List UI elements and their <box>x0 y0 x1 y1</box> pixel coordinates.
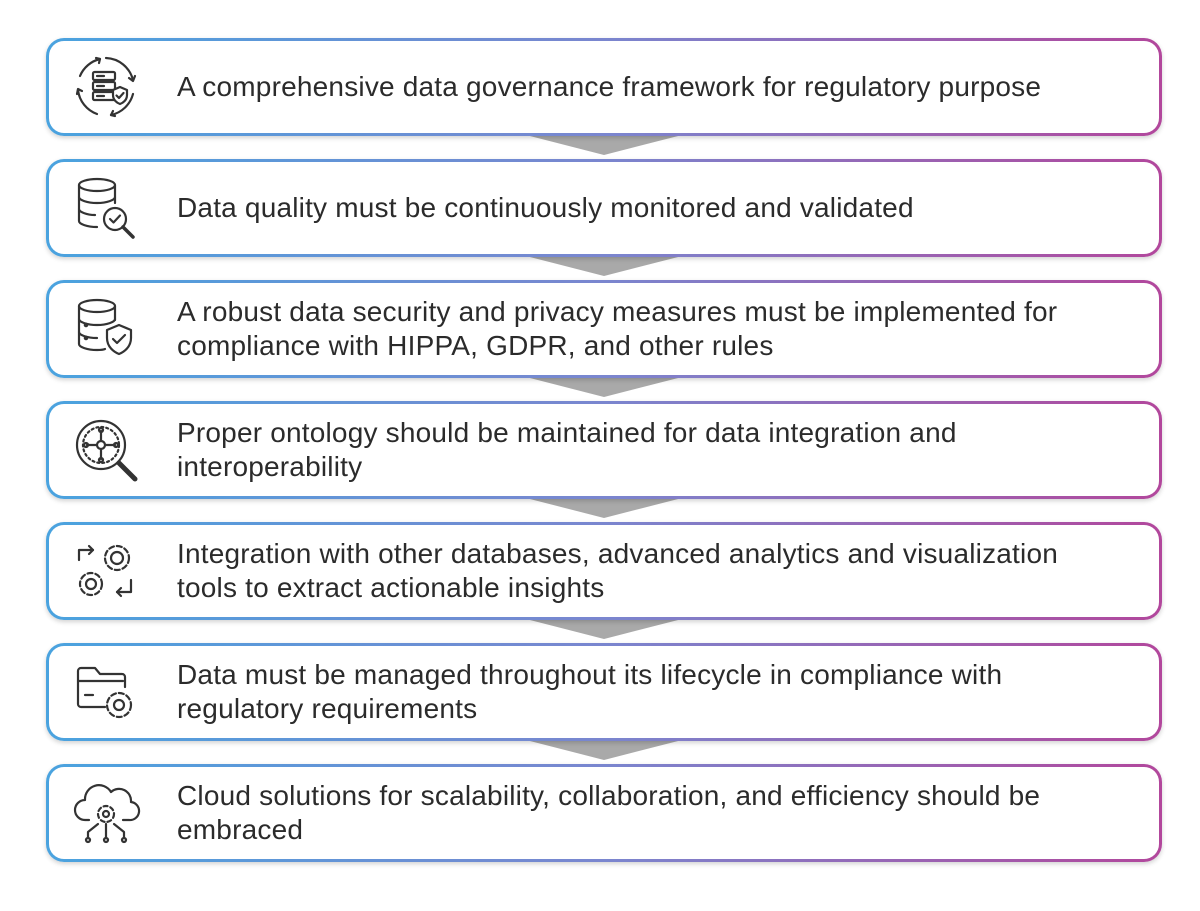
connector-arrow <box>526 256 682 276</box>
step-text: Cloud solutions for scalability, collaboration, and efficiency should be embraced <box>177 780 1041 845</box>
step-text: Data quality must be continuously monitored and validated <box>177 192 914 223</box>
magnifier-network-icon <box>69 413 143 487</box>
governance-cycle-icon <box>69 50 143 124</box>
connector-arrow <box>526 498 682 518</box>
step-text: Data must be managed throughout its lifecycle in compliance with regulatory requirements <box>177 659 1003 724</box>
step-text: A comprehensive data governance framework for regulatory purpose <box>177 71 1042 102</box>
gears-sync-icon <box>69 534 143 608</box>
step-card-data-quality <box>46 159 1162 257</box>
step-text: Integration with other databases, advanced analytics and visualization tools to extract actionable insights <box>177 538 1058 603</box>
connector-arrow <box>526 377 682 397</box>
cloud-network-icon <box>69 776 143 850</box>
step-card-ontology <box>46 401 1162 499</box>
database-shield-icon <box>69 292 143 366</box>
step-card-cloud <box>46 764 1162 862</box>
database-search-check-icon <box>69 171 143 245</box>
step-text: Proper ontology should be maintained for data integration and interoperability <box>177 417 957 482</box>
connector-arrow <box>526 740 682 760</box>
folder-gear-icon <box>69 655 143 729</box>
step-card-governance <box>46 38 1162 136</box>
step-text: A robust data security and privacy measures must be implemented for compliance with HIPPA, GDPR, and other rules <box>177 296 1058 361</box>
connector-arrow <box>526 619 682 639</box>
step-card-security <box>46 280 1162 378</box>
connector-arrow <box>526 135 682 155</box>
step-card-integration <box>46 522 1162 620</box>
step-card-lifecycle <box>46 643 1162 741</box>
